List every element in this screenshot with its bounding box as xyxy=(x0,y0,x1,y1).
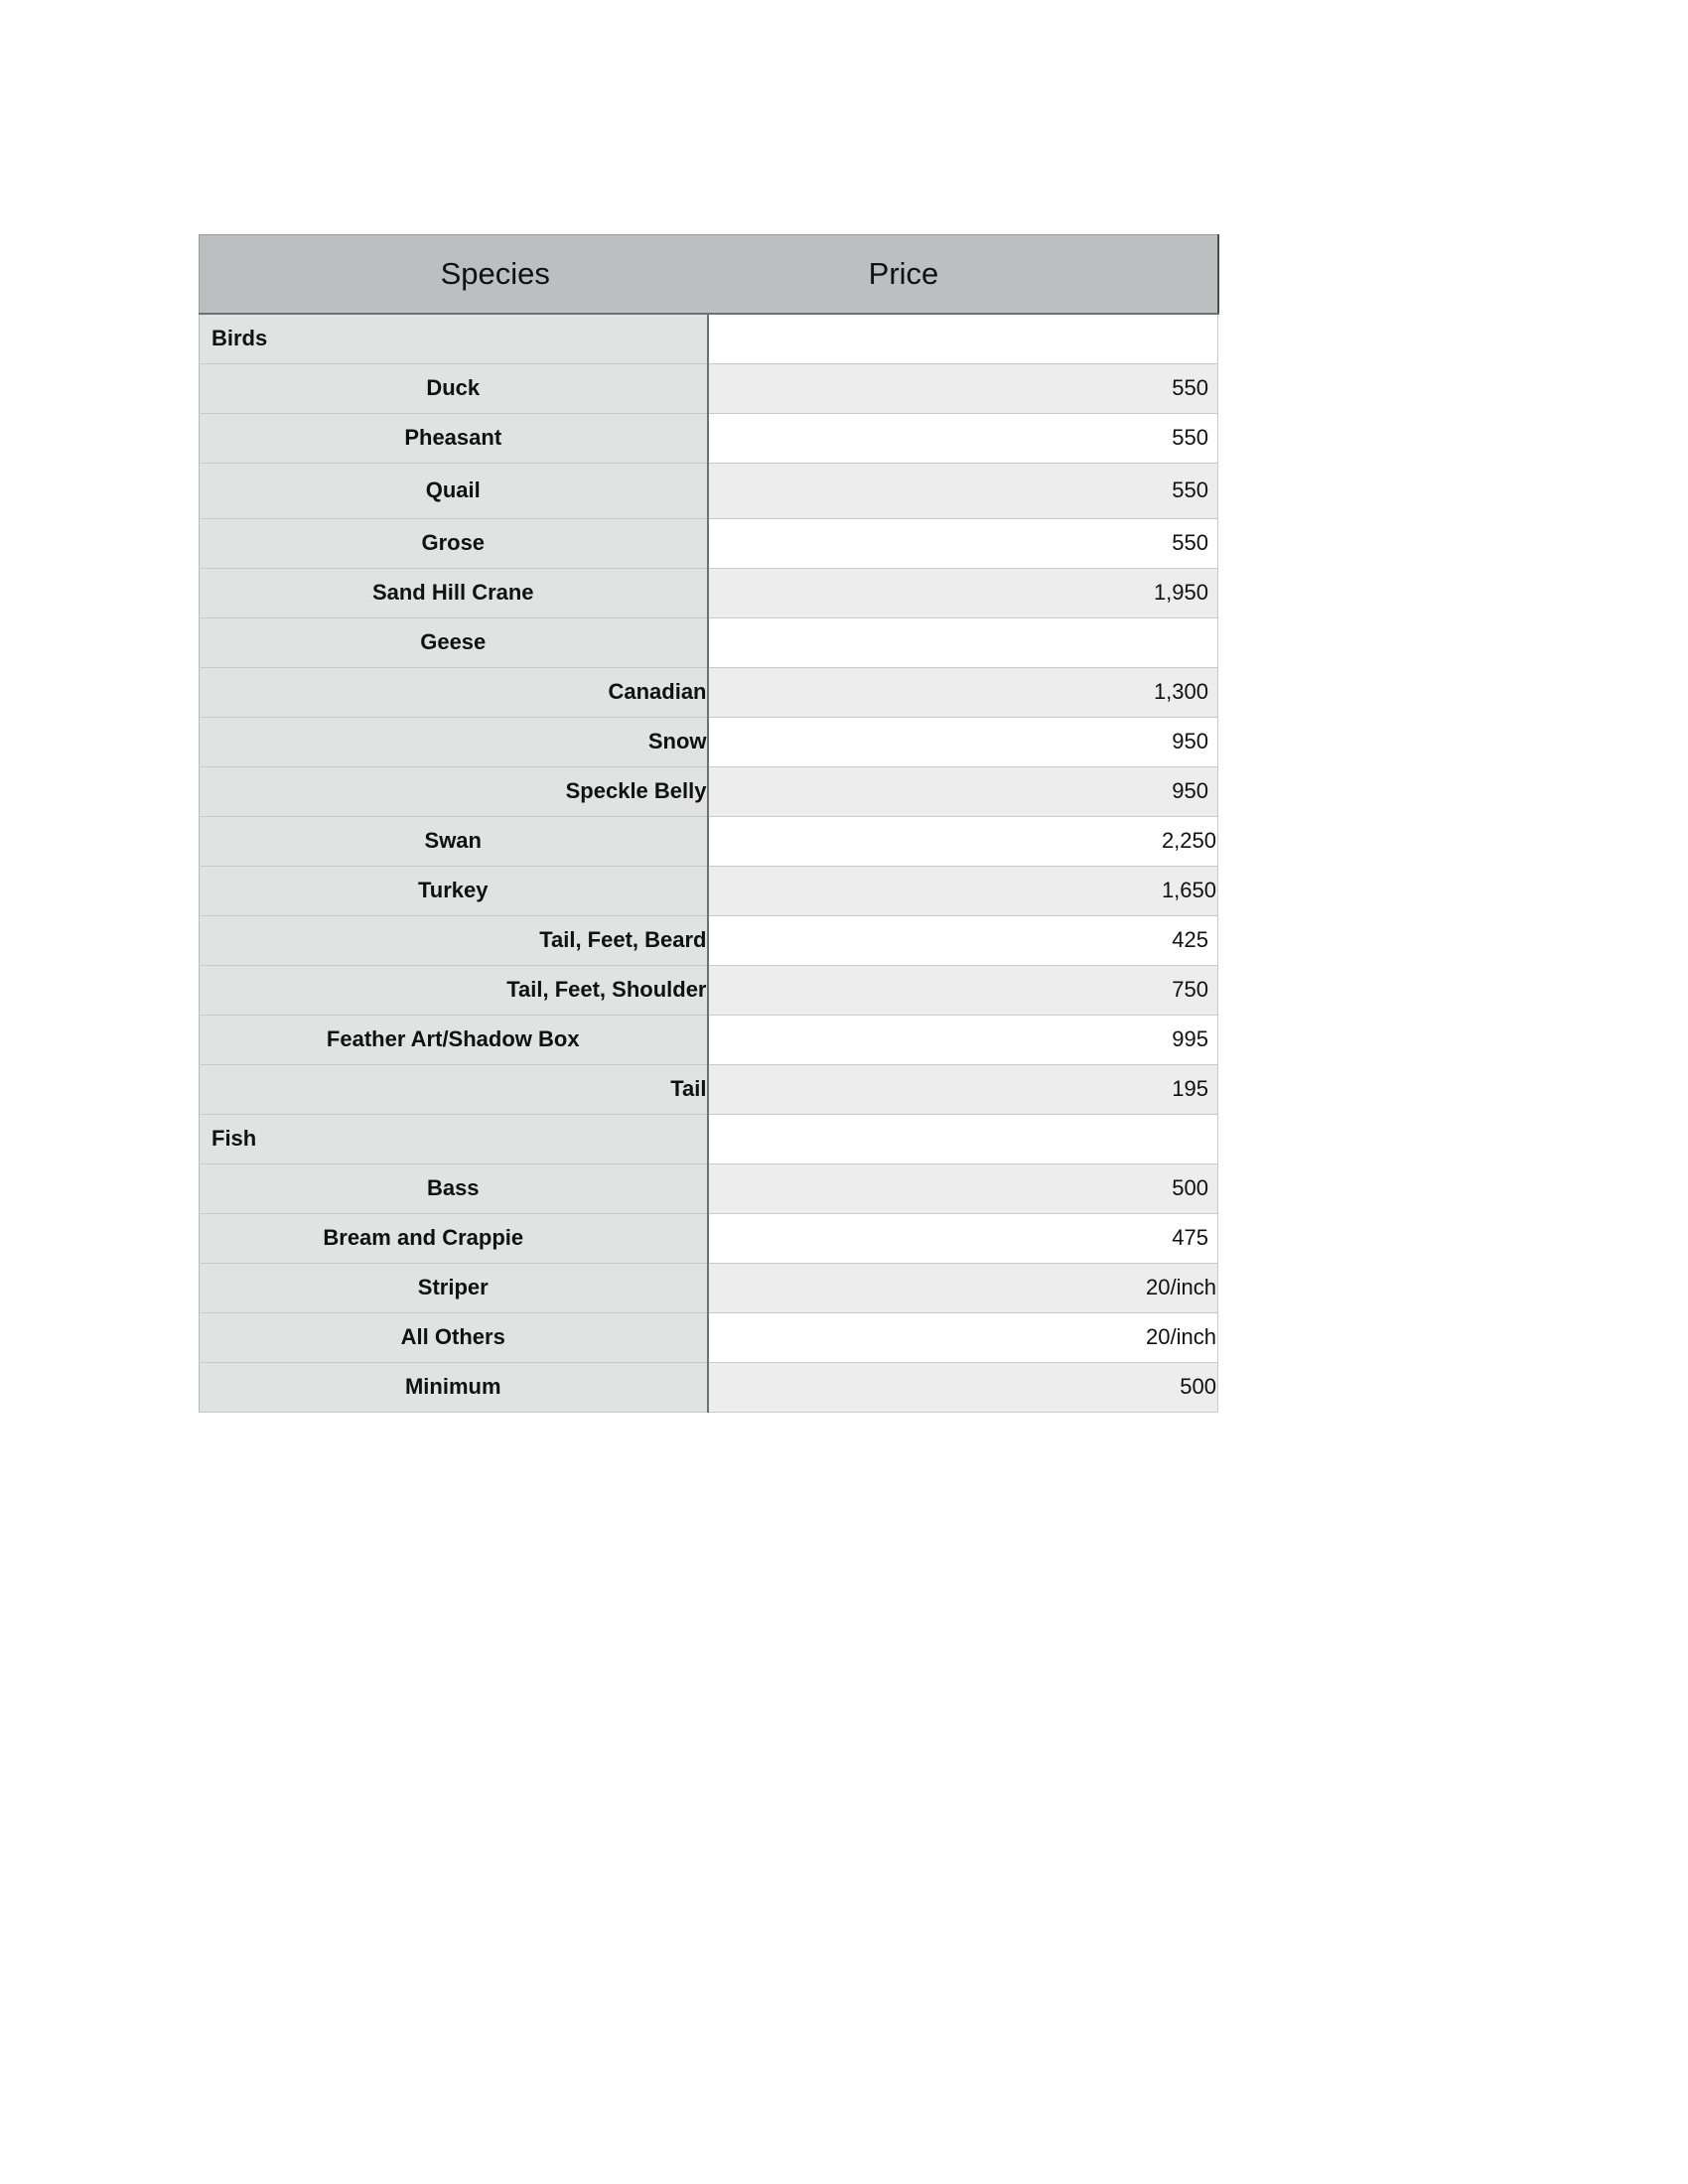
table-row xyxy=(200,1114,1218,1163)
price-cell: 1,950 xyxy=(708,568,1218,617)
price-column-header: Price xyxy=(708,235,1218,315)
price-cell: 195 xyxy=(708,1064,1218,1114)
price-cell: 20/inch xyxy=(708,1263,1218,1312)
price-cell: 995 xyxy=(708,1015,1218,1064)
species-cell: Feather Art/Shadow Box xyxy=(200,1015,708,1064)
table-row xyxy=(200,667,1218,717)
table-row xyxy=(200,413,1218,463)
species-cell: Striper xyxy=(200,1263,708,1312)
table-row xyxy=(200,1163,1218,1213)
species-cell: Bream and Crappie xyxy=(200,1213,708,1263)
category-cell: Fish xyxy=(200,1114,708,1163)
price-cell: 20/inch xyxy=(708,1312,1218,1362)
species-cell: Swan xyxy=(200,816,708,866)
table-row xyxy=(200,1362,1218,1412)
price-table xyxy=(199,234,1219,1413)
price-cell xyxy=(708,314,1218,363)
price-cell: 1,650 xyxy=(708,866,1218,915)
price-cell xyxy=(708,617,1218,667)
table-row xyxy=(200,1263,1218,1312)
species-cell: Turkey xyxy=(200,866,708,915)
category-cell: Birds xyxy=(200,314,708,363)
species-cell: Tail xyxy=(200,1064,708,1114)
species-cell: Sand Hill Crane xyxy=(200,568,708,617)
table-row xyxy=(200,463,1218,518)
table-row xyxy=(200,717,1218,766)
species-cell: Tail, Feet, Beard xyxy=(200,915,708,965)
price-cell: 550 xyxy=(708,463,1218,518)
species-cell: All Others xyxy=(200,1312,708,1362)
price-cell: 475 xyxy=(708,1213,1218,1263)
table-row xyxy=(200,866,1218,915)
price-cell: 950 xyxy=(708,766,1218,816)
species-cell: Duck xyxy=(200,363,708,413)
price-cell: 750 xyxy=(708,965,1218,1015)
species-cell: Pheasant xyxy=(200,413,708,463)
species-cell: Quail xyxy=(200,463,708,518)
table-row xyxy=(200,1213,1218,1263)
price-cell: 2,250 xyxy=(708,816,1218,866)
price-cell: 550 xyxy=(708,518,1218,568)
table-row xyxy=(200,965,1218,1015)
table-row xyxy=(200,363,1218,413)
price-cell: 500 xyxy=(708,1163,1218,1213)
table-row xyxy=(200,314,1218,363)
table-row xyxy=(200,1015,1218,1064)
price-cell: 1,300 xyxy=(708,667,1218,717)
species-cell: Snow xyxy=(200,717,708,766)
species-cell: Minimum xyxy=(200,1362,708,1412)
species-cell: Tail, Feet, Shoulder xyxy=(200,965,708,1015)
species-cell: Grose xyxy=(200,518,708,568)
header-row xyxy=(200,235,1218,315)
species-cell: Bass xyxy=(200,1163,708,1213)
table-row xyxy=(200,1064,1218,1114)
price-cell: 550 xyxy=(708,413,1218,463)
table-row xyxy=(200,518,1218,568)
price-sheet xyxy=(199,234,1217,1413)
price-cell: 550 xyxy=(708,363,1218,413)
price-cell: 950 xyxy=(708,717,1218,766)
species-cell: Canadian xyxy=(200,667,708,717)
price-cell: 500 xyxy=(708,1362,1218,1412)
table-row xyxy=(200,915,1218,965)
table-row xyxy=(200,1312,1218,1362)
table-row xyxy=(200,766,1218,816)
price-cell xyxy=(708,1114,1218,1163)
species-cell: Geese xyxy=(200,617,708,667)
table-row xyxy=(200,816,1218,866)
species-cell: Speckle Belly xyxy=(200,766,708,816)
species-column-header: Species xyxy=(200,235,708,315)
price-cell: 425 xyxy=(708,915,1218,965)
table-row xyxy=(200,617,1218,667)
table-row xyxy=(200,568,1218,617)
